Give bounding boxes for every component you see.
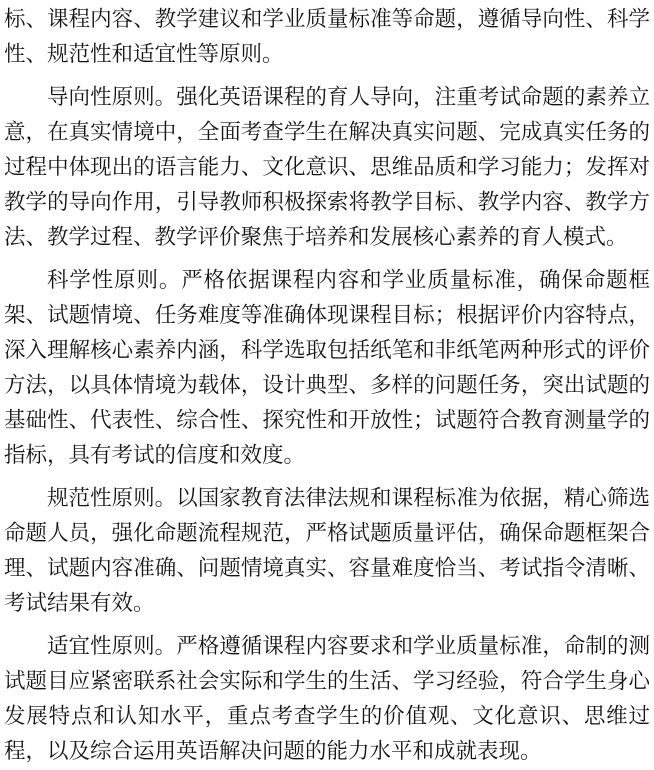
text-line: 法、教学过程、教学评价聚焦于培养和发展核心素养的育人模式。 xyxy=(4,225,628,250)
text-line: 命题人员，强化命题流程规范，严格试题质量评估，确保命题框架合 xyxy=(4,521,650,546)
text-line: 架、试题情境、任务难度等准确体现课程目标；根据评价内容特点， xyxy=(4,303,650,328)
text-line: 标、课程内容、教学建议和学业质量标准等命题，遵循导向性、科学 xyxy=(4,7,650,32)
text-line: 理、试题内容准确、问题情境真实、容量难度恰当、考试指令清晰、 xyxy=(4,556,650,581)
text-line: 基础性、代表性、综合性、探究性和开放性；试题符合教育测量学的 xyxy=(4,408,650,433)
text-line: 程，以及综合运用英语解决问题的能力水平和成就表现。 xyxy=(4,739,542,764)
text-line: 考试结果有效。 xyxy=(4,591,155,616)
text-line: 试题目应紧密联系社会实际和学生的生活、学习经验，符合学生身心 xyxy=(4,669,650,694)
text-line: 意，在真实情境中，全面考查学生在解决真实问题、完成真实任务的 xyxy=(4,120,650,145)
text-line: 规范性原则。以国家教育法律法规和课程标准为依据，精心筛选 xyxy=(47,486,650,511)
text-line: 性、规范性和适宜性等原则。 xyxy=(4,42,284,67)
text-line: 深入理解核心素养内涵，科学选取包括纸笔和非纸笔两种形式的评价 xyxy=(4,338,650,363)
text-line: 方法，以具体情境为载体，设计典型、多样的问题任务，突出试题的 xyxy=(4,373,650,398)
text-line: 过程中体现出的语言能力、文化意识、思维品质和学习能力；发挥对 xyxy=(4,155,650,180)
text-line: 适宜性原则。严格遵循课程内容要求和学业质量标准，命制的测 xyxy=(47,634,650,659)
text-line: 指标，具有考试的信度和效度。 xyxy=(4,443,306,468)
text-line: 发展特点和认知水平，重点考查学生的价值观、文化意识、思维过 xyxy=(4,704,650,729)
text-line: 导向性原则。强化英语课程的育人导向，注重考试命题的素养立 xyxy=(47,85,650,110)
text-line: 教学的导向作用，引导教师积极探索将教学目标、教学内容、教学方 xyxy=(4,190,650,215)
text-line: 科学性原则。严格依据课程内容和学业质量标准，确保命题框 xyxy=(47,268,650,293)
